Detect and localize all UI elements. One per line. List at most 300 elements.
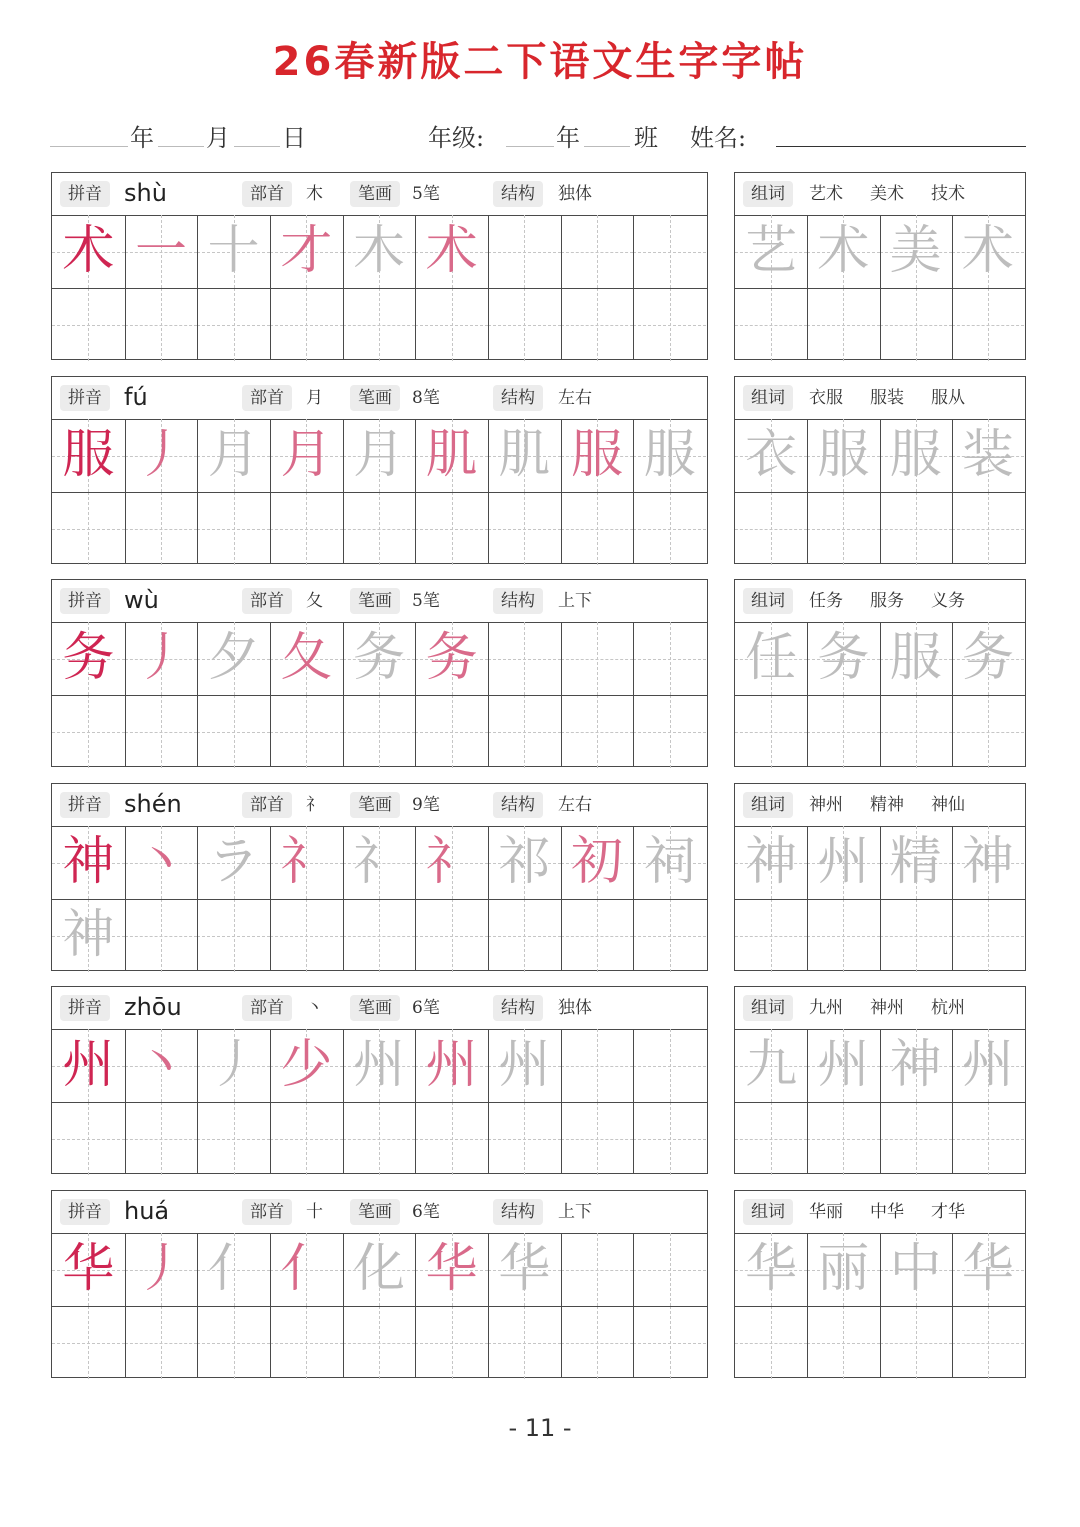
practice-cell[interactable] <box>633 695 706 768</box>
practice-cell[interactable] <box>125 419 198 492</box>
practice-cell[interactable] <box>125 622 198 695</box>
grade-year-blank[interactable] <box>506 146 554 147</box>
pinyin-label: 拼音 <box>60 995 110 1021</box>
stroke-step-char: 夕 <box>207 628 260 688</box>
practice-cell[interactable] <box>52 622 125 695</box>
practice-cell[interactable] <box>807 1233 879 1306</box>
grid-divider <box>125 1233 126 1377</box>
practice-cell[interactable] <box>52 419 125 492</box>
practice-cell[interactable] <box>561 419 634 492</box>
practice-cell[interactable] <box>125 1233 198 1306</box>
practice-cell[interactable] <box>880 1306 952 1379</box>
practice-cell[interactable] <box>807 622 879 695</box>
radical-value: 月 <box>306 388 323 408</box>
model-char: 务 <box>62 628 115 688</box>
practice-cell[interactable] <box>125 1306 198 1379</box>
grid-divider <box>633 826 634 970</box>
practice-cell[interactable] <box>880 695 952 768</box>
practice-cell[interactable] <box>197 215 270 288</box>
char-card <box>51 986 708 1174</box>
day-blank[interactable] <box>234 146 280 147</box>
practice-cell[interactable] <box>735 899 807 972</box>
practice-cell[interactable] <box>488 1233 561 1306</box>
grid-divider <box>561 826 562 970</box>
stroke-step-char: 丿 <box>134 1239 187 1299</box>
practice-cell[interactable] <box>270 1306 343 1379</box>
practice-cell[interactable] <box>52 1306 125 1379</box>
guide-line-v <box>234 1306 235 1379</box>
structure-label: 结构 <box>493 995 543 1021</box>
grid-divider <box>880 1233 881 1377</box>
practice-cell[interactable] <box>415 215 488 288</box>
practice-cell[interactable] <box>952 826 1024 899</box>
practice-cell[interactable] <box>880 1102 952 1175</box>
practice-cell[interactable] <box>270 1102 343 1175</box>
practice-cell[interactable] <box>735 492 807 565</box>
practice-cell[interactable] <box>415 622 488 695</box>
practice-cell[interactable] <box>52 695 125 768</box>
char-grid <box>52 1029 707 1173</box>
practice-cell[interactable] <box>197 899 270 972</box>
grid-divider <box>952 622 953 766</box>
grid-divider <box>52 695 707 696</box>
grid-divider <box>633 215 634 359</box>
stroke-step-char: 月 <box>280 425 333 485</box>
year-blank[interactable] <box>50 146 128 147</box>
radical-label: 部首 <box>242 385 292 411</box>
grid-divider <box>735 492 1025 493</box>
word-item: 艺术 <box>809 184 843 204</box>
practice-cell[interactable] <box>415 1029 488 1102</box>
practice-cell[interactable] <box>125 1102 198 1175</box>
practice-cell[interactable] <box>52 1233 125 1306</box>
practice-cell[interactable] <box>343 1233 416 1306</box>
guide-line-v <box>306 899 307 972</box>
practice-cell[interactable] <box>952 1233 1024 1306</box>
practice-cell[interactable] <box>270 826 343 899</box>
words-label: 组词 <box>743 995 793 1021</box>
grid-divider <box>880 622 881 766</box>
practice-cell[interactable] <box>735 1233 807 1306</box>
practice-cell[interactable] <box>415 288 488 361</box>
word-item: 美术 <box>870 184 904 204</box>
stroke-step-char: 礻 <box>352 832 405 892</box>
grid-divider <box>807 215 808 359</box>
practice-cell[interactable] <box>735 288 807 361</box>
practice-cell[interactable] <box>633 492 706 565</box>
practice-cell[interactable] <box>52 1102 125 1175</box>
grid-divider <box>415 1233 416 1377</box>
practice-cell[interactable] <box>52 492 125 565</box>
practice-cell[interactable] <box>561 1233 634 1306</box>
practice-cell[interactable] <box>561 215 634 288</box>
practice-cell[interactable] <box>125 826 198 899</box>
practice-cell[interactable] <box>125 492 198 565</box>
practice-cell[interactable] <box>197 419 270 492</box>
guide-line-v <box>771 695 772 768</box>
structure-value: 左右 <box>558 795 592 815</box>
grid-divider <box>561 215 562 359</box>
structure-value: 上下 <box>558 591 592 611</box>
practice-cell[interactable] <box>952 1029 1024 1102</box>
grid-divider <box>633 1233 634 1377</box>
practice-cell[interactable] <box>270 622 343 695</box>
guide-line-v <box>306 695 307 768</box>
practice-cell[interactable] <box>197 1029 270 1102</box>
practice-cell[interactable] <box>561 826 634 899</box>
practice-cell[interactable] <box>415 1233 488 1306</box>
practice-cell[interactable] <box>343 215 416 288</box>
practice-cell[interactable] <box>52 899 125 972</box>
grid-divider <box>880 419 881 563</box>
practice-cell[interactable] <box>561 899 634 972</box>
practice-cell[interactable] <box>633 899 706 972</box>
stroke-step-char: 肌 <box>425 425 478 485</box>
grid-divider <box>952 1233 953 1377</box>
practice-cell[interactable] <box>125 288 198 361</box>
word-item: 精神 <box>870 795 904 815</box>
grid-divider <box>52 492 707 493</box>
practice-cell[interactable] <box>270 695 343 768</box>
word-trace-char: 华 <box>745 1239 798 1299</box>
practice-cell[interactable] <box>197 826 270 899</box>
word-card <box>734 986 1026 1174</box>
practice-cell[interactable] <box>343 1102 416 1175</box>
grade-year-label: 年 <box>556 124 580 152</box>
guide-line-v <box>524 695 525 768</box>
word-item: 九州 <box>809 998 843 1018</box>
practice-cell[interactable] <box>270 288 343 361</box>
word-item: 技术 <box>931 184 965 204</box>
strokes-value: 8笔 <box>412 388 440 408</box>
grid-divider <box>125 622 126 766</box>
word-item: 义务 <box>931 591 965 611</box>
practice-cell[interactable] <box>880 215 952 288</box>
practice-cell[interactable] <box>488 695 561 768</box>
practice-cell[interactable] <box>561 1102 634 1175</box>
pinyin-label: 拼音 <box>60 1199 110 1225</box>
practice-cell[interactable] <box>561 622 634 695</box>
word-trace-char: 艺 <box>745 221 798 281</box>
practice-cell[interactable] <box>880 288 952 361</box>
stroke-step-char: 术 <box>425 221 478 281</box>
word-trace-char: 服 <box>889 628 942 688</box>
grid-divider <box>807 622 808 766</box>
practice-cell[interactable] <box>343 1306 416 1379</box>
practice-cell[interactable] <box>633 826 706 899</box>
practice-cell[interactable] <box>488 492 561 565</box>
practice-cell[interactable] <box>415 492 488 565</box>
practice-cell[interactable] <box>807 288 879 361</box>
practice-cell[interactable] <box>270 1233 343 1306</box>
practice-cell[interactable] <box>561 1306 634 1379</box>
practice-cell[interactable] <box>197 1102 270 1175</box>
practice-cell[interactable] <box>270 419 343 492</box>
practice-cell[interactable] <box>488 1029 561 1102</box>
practice-cell[interactable] <box>735 695 807 768</box>
word-trace-char: 务 <box>961 628 1014 688</box>
char-card-header <box>52 987 707 1030</box>
practice-cell[interactable] <box>952 899 1024 972</box>
grid-divider <box>52 899 707 900</box>
grid-divider <box>197 1233 198 1377</box>
stroke-step-char: 丶 <box>134 1035 187 1095</box>
word-trace-char: 中 <box>889 1239 942 1299</box>
grid-divider <box>880 215 881 359</box>
practice-cell[interactable] <box>561 1029 634 1102</box>
practice-cell[interactable] <box>197 695 270 768</box>
char-card-header <box>52 784 707 827</box>
practice-cell[interactable] <box>52 288 125 361</box>
pinyin-value: fú <box>124 383 148 411</box>
grid-divider <box>125 419 126 563</box>
practice-cell[interactable] <box>270 1029 343 1102</box>
practice-cell[interactable] <box>807 215 879 288</box>
grid-divider <box>197 1029 198 1173</box>
practice-cell[interactable] <box>880 419 952 492</box>
practice-cell[interactable] <box>488 899 561 972</box>
practice-cell[interactable] <box>197 622 270 695</box>
practice-cell[interactable] <box>633 419 706 492</box>
practice-cell[interactable] <box>633 622 706 695</box>
practice-cell[interactable] <box>735 622 807 695</box>
word-grid <box>735 419 1025 563</box>
practice-cell[interactable] <box>488 826 561 899</box>
practice-cell[interactable] <box>807 492 879 565</box>
practice-cell[interactable] <box>343 826 416 899</box>
practice-cell[interactable] <box>415 826 488 899</box>
stroke-step-char: 服 <box>570 425 623 485</box>
guide-line-v <box>916 695 917 768</box>
word-grid <box>735 826 1025 970</box>
grid-divider <box>735 1102 1025 1103</box>
practice-cell[interactable] <box>952 695 1024 768</box>
practice-cell[interactable] <box>633 1306 706 1379</box>
word-trace-char: 州 <box>961 1035 1014 1095</box>
practice-cell[interactable] <box>343 695 416 768</box>
guide-line-v <box>988 288 989 361</box>
practice-cell[interactable] <box>633 1029 706 1102</box>
practice-cell[interactable] <box>735 215 807 288</box>
practice-cell[interactable] <box>633 1102 706 1175</box>
guide-line-v <box>306 1102 307 1175</box>
practice-cell[interactable] <box>343 899 416 972</box>
practice-cell[interactable] <box>561 492 634 565</box>
practice-cell[interactable] <box>197 1233 270 1306</box>
grid-divider <box>343 622 344 766</box>
word-card-header <box>735 580 1025 623</box>
practice-cell[interactable] <box>415 1102 488 1175</box>
grid-divider <box>807 419 808 563</box>
word-item: 中华 <box>870 1202 904 1222</box>
model-char: 服 <box>62 425 115 485</box>
radical-label: 部首 <box>242 588 292 614</box>
guide-line-v <box>597 1029 598 1102</box>
practice-cell[interactable] <box>807 826 879 899</box>
practice-cell[interactable] <box>952 288 1024 361</box>
practice-cell[interactable] <box>488 288 561 361</box>
practice-cell[interactable] <box>343 419 416 492</box>
word-trace-char: 美 <box>889 221 942 281</box>
practice-cell[interactable] <box>270 215 343 288</box>
practice-cell[interactable] <box>633 215 706 288</box>
practice-cell[interactable] <box>735 419 807 492</box>
practice-cell[interactable] <box>415 899 488 972</box>
practice-cell[interactable] <box>561 695 634 768</box>
pinyin-label: 拼音 <box>60 181 110 207</box>
grade-class-blank[interactable] <box>584 146 630 147</box>
practice-cell[interactable] <box>343 622 416 695</box>
guide-line-v <box>843 1306 844 1379</box>
word-grid <box>735 215 1025 359</box>
grid-divider <box>270 419 271 563</box>
practice-cell[interactable] <box>952 215 1024 288</box>
radical-value: 木 <box>306 184 323 204</box>
practice-cell[interactable] <box>125 695 198 768</box>
practice-cell[interactable] <box>52 215 125 288</box>
grid-divider <box>270 1233 271 1377</box>
structure-label: 结构 <box>493 1199 543 1225</box>
word-trace-char: 衣 <box>745 425 798 485</box>
grid-divider <box>197 215 198 359</box>
practice-cell[interactable] <box>880 899 952 972</box>
practice-cell[interactable] <box>343 288 416 361</box>
practice-cell[interactable] <box>807 1102 879 1175</box>
grid-divider <box>488 1233 489 1377</box>
guide-line-v <box>379 695 380 768</box>
grid-divider <box>952 826 953 970</box>
word-card <box>734 172 1026 360</box>
word-card-header <box>735 987 1025 1030</box>
practice-cell[interactable] <box>807 899 879 972</box>
practice-cell[interactable] <box>343 1029 416 1102</box>
practice-cell[interactable] <box>952 1102 1024 1175</box>
practice-cell[interactable] <box>952 1306 1024 1379</box>
word-grid <box>735 1029 1025 1173</box>
grid-divider <box>52 288 707 289</box>
guide-line-v <box>843 288 844 361</box>
practice-cell[interactable] <box>488 215 561 288</box>
grid-divider <box>735 288 1025 289</box>
practice-cell[interactable] <box>633 1233 706 1306</box>
month-blank[interactable] <box>158 146 204 147</box>
practice-cell[interactable] <box>415 1306 488 1379</box>
practice-cell[interactable] <box>197 492 270 565</box>
practice-cell[interactable] <box>52 826 125 899</box>
practice-cell[interactable] <box>880 492 952 565</box>
guide-line-v <box>452 1102 453 1175</box>
practice-cell[interactable] <box>561 288 634 361</box>
stroke-step-char: 丿 <box>134 425 187 485</box>
guide-line-v <box>843 1102 844 1175</box>
radical-label: 部首 <box>242 792 292 818</box>
stroke-step-char: 州 <box>498 1035 551 1095</box>
pinyin-label: 拼音 <box>60 588 110 614</box>
practice-cell[interactable] <box>735 1029 807 1102</box>
word-trace-char: 精 <box>889 832 942 892</box>
practice-cell[interactable] <box>807 1029 879 1102</box>
guide-line-v <box>597 215 598 288</box>
grid-divider <box>952 215 953 359</box>
grid-divider <box>125 1029 126 1173</box>
practice-cell[interactable] <box>807 419 879 492</box>
practice-cell[interactable] <box>952 419 1024 492</box>
char-grid <box>52 419 707 563</box>
practice-cell[interactable] <box>488 1102 561 1175</box>
char-card-header <box>52 377 707 420</box>
stroke-step-char: 初 <box>570 832 623 892</box>
word-item: 服从 <box>931 388 965 408</box>
guide-line-v <box>88 1102 89 1175</box>
stroke-step-char: 少 <box>280 1035 333 1095</box>
guide-line-v <box>88 695 89 768</box>
grid-divider <box>880 1029 881 1173</box>
practice-cell[interactable] <box>735 826 807 899</box>
guide-line-v <box>161 899 162 972</box>
name-blank[interactable] <box>776 146 1026 147</box>
structure-value: 独体 <box>558 184 592 204</box>
practice-cell[interactable] <box>735 1306 807 1379</box>
practice-cell[interactable] <box>807 1306 879 1379</box>
guide-line-v <box>988 1306 989 1379</box>
practice-cell[interactable] <box>343 492 416 565</box>
words-label: 组词 <box>743 181 793 207</box>
char-card-header <box>52 580 707 623</box>
practice-cell[interactable] <box>125 899 198 972</box>
practice-cell[interactable] <box>415 695 488 768</box>
char-card <box>51 783 708 971</box>
practice-cell[interactable] <box>270 492 343 565</box>
guide-line-v <box>234 288 235 361</box>
radical-value: 丶 <box>306 998 323 1018</box>
char-grid <box>52 826 707 970</box>
practice-cell[interactable] <box>952 622 1024 695</box>
practice-cell[interactable] <box>488 622 561 695</box>
practice-cell[interactable] <box>880 826 952 899</box>
practice-cell[interactable] <box>197 288 270 361</box>
guide-line-v <box>524 1306 525 1379</box>
practice-cell[interactable] <box>270 899 343 972</box>
practice-cell[interactable] <box>488 1306 561 1379</box>
stroke-step-char: 礻 <box>425 832 478 892</box>
stroke-step-char: 化 <box>352 1239 405 1299</box>
practice-cell[interactable] <box>735 1102 807 1175</box>
guide-line-v <box>988 899 989 972</box>
practice-cell[interactable] <box>415 419 488 492</box>
practice-cell[interactable] <box>952 492 1024 565</box>
practice-cell[interactable] <box>880 1029 952 1102</box>
guide-line-v <box>379 492 380 565</box>
guide-line-v <box>670 1233 671 1306</box>
practice-cell[interactable] <box>880 1233 952 1306</box>
guide-line-v <box>670 492 671 565</box>
practice-cell[interactable] <box>125 1029 198 1102</box>
practice-cell[interactable] <box>633 288 706 361</box>
practice-cell[interactable] <box>52 1029 125 1102</box>
grid-divider <box>270 622 271 766</box>
practice-cell[interactable] <box>488 419 561 492</box>
practice-cell[interactable] <box>880 622 952 695</box>
practice-cell[interactable] <box>197 1306 270 1379</box>
practice-cell[interactable] <box>807 695 879 768</box>
stroke-step-char: 丿 <box>207 1035 260 1095</box>
structure-value: 独体 <box>558 998 592 1018</box>
practice-cell[interactable] <box>125 215 198 288</box>
stroke-step-char: 务 <box>425 628 478 688</box>
stroke-step-char: ラ <box>207 832 260 892</box>
grid-divider <box>197 622 198 766</box>
pinyin-label: 拼音 <box>60 792 110 818</box>
